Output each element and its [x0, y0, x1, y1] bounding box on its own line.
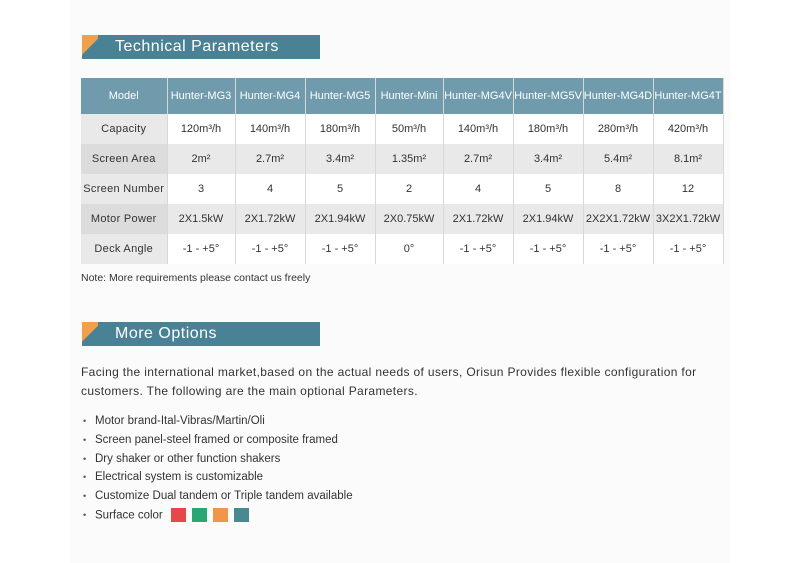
- list-item: [81, 506, 353, 525]
- bullet-icon: •: [83, 491, 87, 502]
- table-cell: 3.4m²: [305, 144, 375, 174]
- column-header: Hunter-MG4: [235, 78, 305, 114]
- table-cell: 0°: [375, 234, 443, 264]
- color-swatch-green: [192, 508, 207, 522]
- more-options-header: [82, 322, 320, 346]
- table-cell: -1 - +5°: [305, 234, 375, 264]
- table-cell: -1 - +5°: [167, 234, 235, 264]
- table-cell: 2X0.75kW: [375, 204, 443, 234]
- column-header: Hunter-MG5: [305, 78, 375, 114]
- list-item: [81, 487, 353, 506]
- row-label: Deck Angle: [81, 234, 167, 264]
- option-text: Dry shaker or other function shakers: [95, 452, 281, 465]
- table-cell: 3X2X1.72kW: [653, 204, 723, 234]
- table-cell: -1 - +5°: [443, 234, 513, 264]
- table-cell: 3: [167, 174, 235, 204]
- table-cell: 1.35m²: [375, 144, 443, 174]
- column-header: Hunter-MG4T: [653, 78, 723, 114]
- list-item: [81, 431, 353, 450]
- table-row: [81, 204, 723, 234]
- table-cell: 2X1.72kW: [235, 204, 305, 234]
- table-cell: 2.7m²: [443, 144, 513, 174]
- table-cell: 4: [235, 174, 305, 204]
- section-title: Technical Parameters: [115, 38, 279, 55]
- table-cell: 12: [653, 174, 723, 204]
- table-note: Note: More requirements please contact us freely: [81, 272, 311, 284]
- column-header: Model: [81, 78, 167, 114]
- row-label: Screen Number: [81, 174, 167, 204]
- options-list: [81, 412, 353, 525]
- table-row: [81, 144, 723, 174]
- table-cell: 140m³/h: [235, 114, 305, 144]
- row-label: Motor Power: [81, 204, 167, 234]
- table-cell: -1 - +5°: [653, 234, 723, 264]
- table-cell: 3.4m²: [513, 144, 583, 174]
- color-swatch-orange: [213, 508, 228, 522]
- column-header: Hunter-MG5V: [513, 78, 583, 114]
- table-cell: 2X1.94kW: [513, 204, 583, 234]
- table-cell: 5: [513, 174, 583, 204]
- list-item: [81, 450, 353, 469]
- table-row: [81, 234, 723, 264]
- column-header: Hunter-MG4D: [583, 78, 653, 114]
- row-label: Screen Area: [81, 144, 167, 174]
- table-cell: 120m³/h: [167, 114, 235, 144]
- table-cell: 2X1.72kW: [443, 204, 513, 234]
- column-header: Hunter-MG4V: [443, 78, 513, 114]
- surface-color-swatches: [171, 506, 255, 525]
- color-swatch-teal: [234, 508, 249, 522]
- option-text: Customize Dual tandem or Triple tandem available: [95, 490, 353, 503]
- table-cell: 8: [583, 174, 653, 204]
- column-header: Hunter-Mini: [375, 78, 443, 114]
- table-cell: 2: [375, 174, 443, 204]
- table-cell: 180m³/h: [513, 114, 583, 144]
- table-cell: 140m³/h: [443, 114, 513, 144]
- orange-accent-triangle: [82, 322, 98, 346]
- bullet-icon: •: [83, 453, 87, 464]
- option-text: Screen panel-steel framed or composite framed: [95, 433, 338, 446]
- table-cell: -1 - +5°: [235, 234, 305, 264]
- color-swatch-red: [171, 508, 186, 522]
- table-cell: 2X1.94kW: [305, 204, 375, 234]
- table-cell: -1 - +5°: [583, 234, 653, 264]
- table-cell: 420m³/h: [653, 114, 723, 144]
- table-cell: 180m³/h: [305, 114, 375, 144]
- table-cell: 5: [305, 174, 375, 204]
- table-cell: 8.1m²: [653, 144, 723, 174]
- table-cell: 4: [443, 174, 513, 204]
- option-text: Surface color: [95, 509, 163, 522]
- row-label: Capacity: [81, 114, 167, 144]
- bullet-icon: •: [83, 472, 87, 483]
- table-cell: 2X2X1.72kW: [583, 204, 653, 234]
- parameters-table: [81, 78, 724, 264]
- list-item: [81, 412, 353, 431]
- bullet-icon: •: [83, 509, 87, 520]
- table-row: [81, 114, 723, 144]
- intro-paragraph: Facing the international market,based on the actual needs of users, Orisun Provides flexible configuration for customers. The following are the main optional Parameters.: [81, 365, 697, 398]
- list-item: [81, 468, 353, 487]
- table-cell: -1 - +5°: [513, 234, 583, 264]
- table-cell: 2X1.5kW: [167, 204, 235, 234]
- table-cell: 2.7m²: [235, 144, 305, 174]
- table-header-row: [81, 78, 723, 114]
- column-header: Hunter-MG3: [167, 78, 235, 114]
- option-text: Motor brand-Ital-Vibras/Martin/Oli: [95, 415, 265, 427]
- table-row: [81, 174, 723, 204]
- section-title: More Options: [115, 325, 218, 342]
- technical-parameters-header: [82, 35, 320, 59]
- table-cell: 5.4m²: [583, 144, 653, 174]
- bullet-icon: •: [83, 416, 87, 426]
- table-cell: 50m³/h: [375, 114, 443, 144]
- table-cell: 280m³/h: [583, 114, 653, 144]
- bullet-icon: •: [83, 434, 87, 445]
- option-text: Electrical system is customizable: [95, 471, 264, 484]
- table-cell: 2m²: [167, 144, 235, 174]
- orange-accent-triangle: [82, 35, 98, 59]
